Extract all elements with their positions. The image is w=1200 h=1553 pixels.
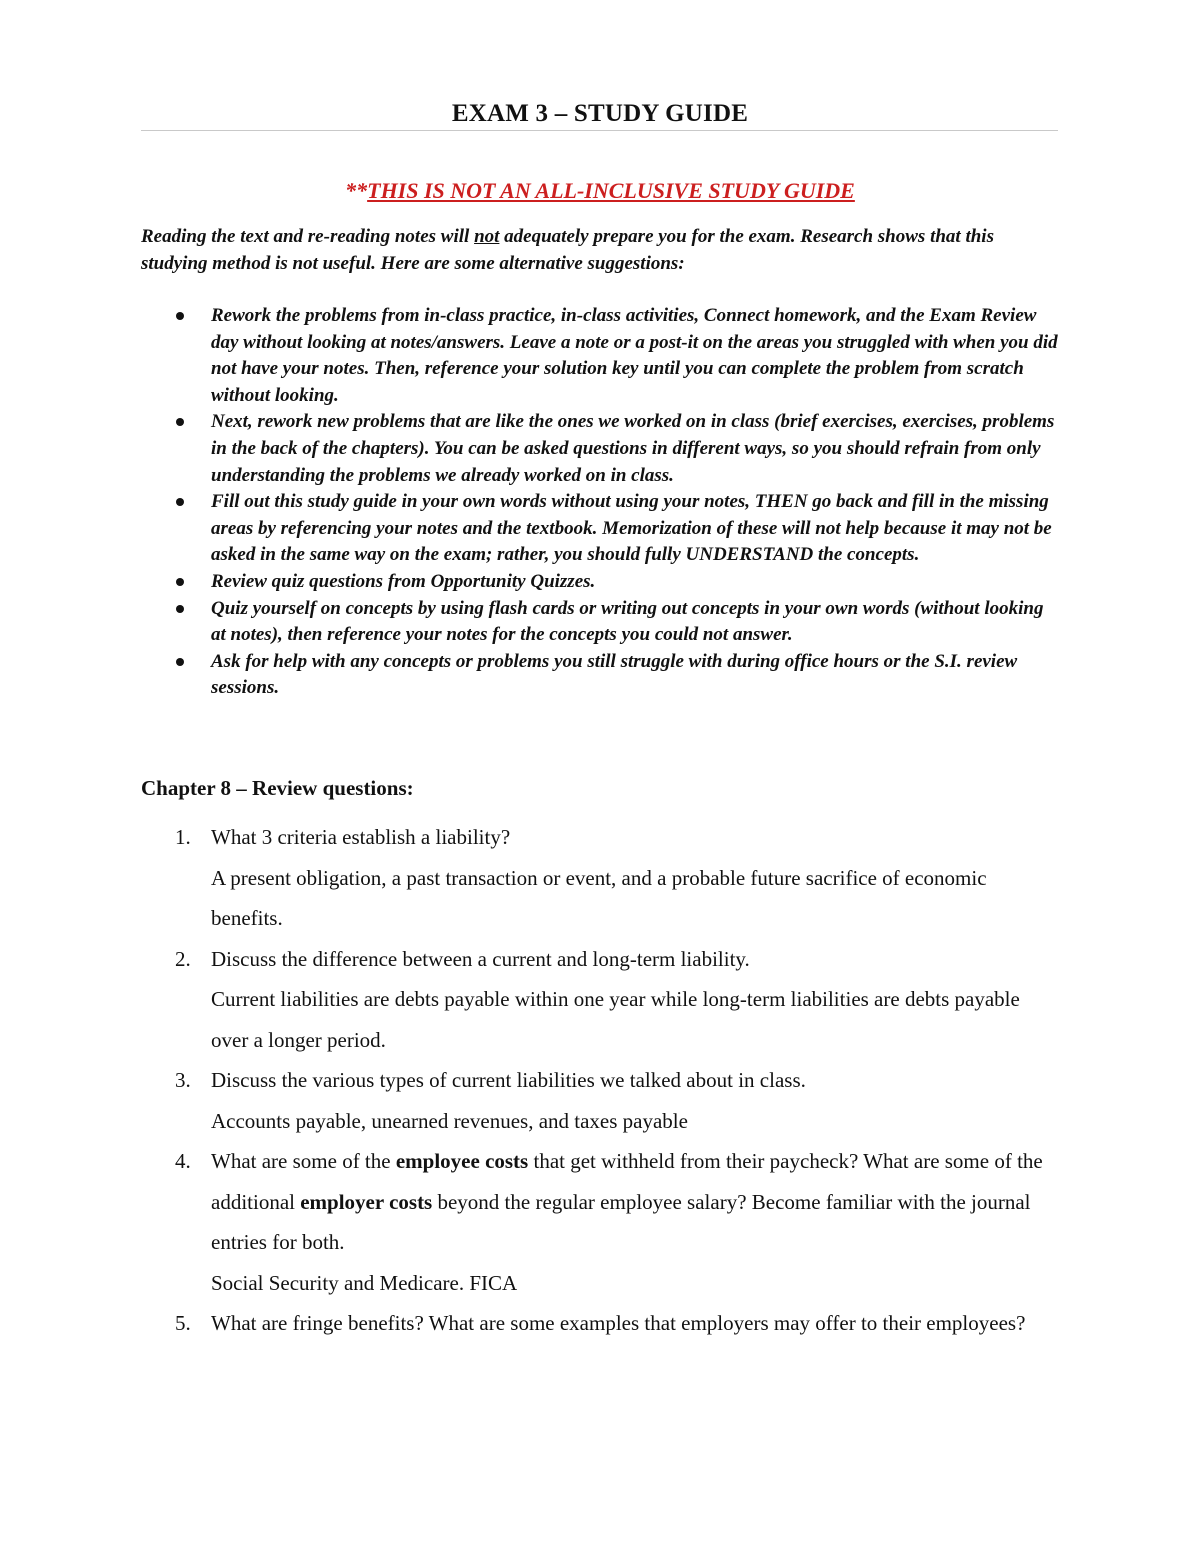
bullet-icon [176,312,184,320]
suggestion-text: Fill out this study guide in your own words without using your notes, THEN go back and fill in the missing areas by referencing your notes and the textbook. Memorization of these will not help because it may not be asked in the same way on the exam; rather, you should fully UNDERSTAND the concepts. [211,491,1052,566]
question-text: Discuss the difference between a current and long-term liability. [211,946,750,971]
question-number: 1. [175,825,191,849]
question-item [141,939,1059,1061]
bullet-icon [176,418,184,426]
chapter-heading: Chapter 8 – Review questions: [141,776,414,800]
question-item [141,1141,1059,1303]
question-number: 3. [175,1068,191,1092]
question-text: Discuss the various types of current liabilities we talked about in class. [211,1068,806,1092]
suggestion-text: Review quiz questions from Opportunity Quizzes. [211,570,596,592]
review-questions [141,817,1059,1344]
suggestion-text: Ask for help with any concepts or problems you still struggle with during office hours or the S.I. review sessions. [211,650,1018,699]
list-item [141,489,1059,569]
list-item [141,649,1059,702]
warning-prefix: ** [345,178,368,203]
answer-text: Current liabilities are debts payable within one year while long-term liabilities are debts payable over a longer period. [211,987,1020,1052]
employer-costs-term: employer costs [300,1189,433,1214]
intro-text-2: adequately prepare you for the exam. Research shows that this studying method is not useful. Here are some alternative suggestions: [141,226,994,274]
question-number: 2. [175,946,191,971]
intro-text-1: Reading the text and re-reading notes will [141,226,475,247]
title-divider [141,130,1058,131]
question-text-c: beyond the regular employee salary? Become familiar with the journal entries for both. [211,1189,1031,1254]
suggestion-text: Next, rework new problems that are like the ones we worked on in class (brief exercises, exercises, problems in the back of the chapters). You can be asked questions in different ways, so you should refrain from only understanding the problems we already worked on in class. [211,411,1055,486]
question-item [141,817,1059,939]
warning-notice [0,178,1200,204]
intro-paragraph [141,223,1059,277]
list-item [141,569,1059,596]
warning-text: THIS IS NOT AN ALL-INCLUSIVE STUDY GUIDE [367,178,855,203]
question-text-b: that get withheld from their paycheck? What are some of the additional [211,1149,1043,1214]
answer-text: A present obligation, a past transaction or event, and a probable future sacrifice of economic benefits. [211,865,987,930]
page-title: EXAM 3 – STUDY GUIDE [451,100,749,127]
intro-emphasis: not [474,226,500,247]
question-text: What 3 criteria establish a liability? [211,825,511,849]
answer-text: Social Security and Medicare. FICA [211,1270,518,1295]
list-item [141,303,1059,409]
question-text-a: What are some of the [211,1149,396,1173]
suggestion-text: Rework the problems from in-class practice, in-class activities, Connect homework, and the Exam Review day without looking at notes/answers. Leave a note or a post-it on the areas you struggled with when you did not have your notes. Then, reference your solution key until you can complete the problem from scratch without looking. [211,305,1058,406]
question-item [141,1060,1059,1141]
suggestion-text: Quiz yourself on concepts by using flash cards or writing out concepts in your own words (without looking at notes), then reference your notes for the concepts you could not answer. [211,597,1044,646]
list-item [141,596,1059,649]
question-text: What are fringe benefits? What are some examples that employers may offer to their employees? [211,1311,1026,1335]
bullet-icon [176,498,184,506]
bullet-icon [176,578,184,586]
list-item [141,409,1059,489]
employee-costs-term: employee costs [395,1149,529,1173]
question-item [141,1303,1059,1344]
question-number: 5. [175,1311,191,1335]
suggestion-list [141,303,1059,702]
bullet-icon [176,605,184,613]
answer-text: Accounts payable, unearned revenues, and taxes payable [211,1108,688,1133]
bullet-icon [176,658,184,666]
question-number: 4. [175,1149,191,1173]
